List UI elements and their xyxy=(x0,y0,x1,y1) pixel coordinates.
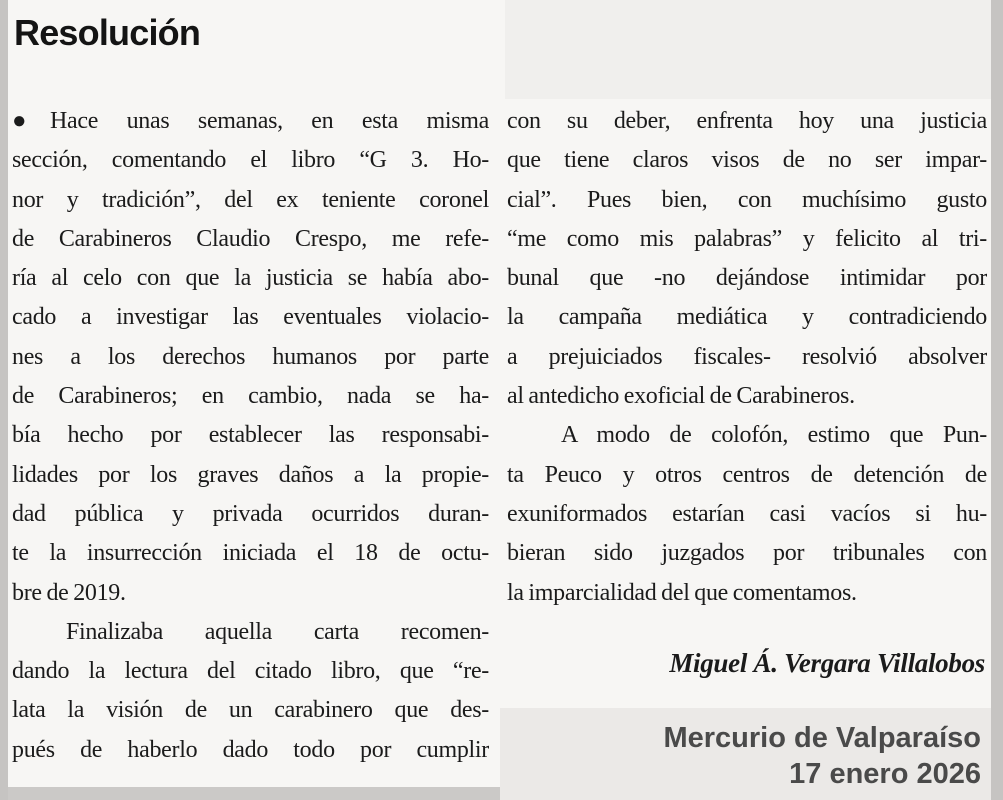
text-line: que tiene claros visos de no ser impar- xyxy=(507,147,987,174)
scan-margin-left xyxy=(0,0,8,800)
author-signature: Miguel Á. Vergara Villalobos xyxy=(669,648,985,678)
text-line: a prejuiciados fiscales- resolvió absolver xyxy=(507,343,987,370)
text-line: dando la lectura del citado libro, que “re- xyxy=(12,658,489,685)
text-line: Finalizaba aquella carta recomen- xyxy=(66,618,489,645)
text-line: bieran sido juzgados por tribunales con xyxy=(507,540,987,567)
text-line: sección, comentando el libro “G 3. Ho- xyxy=(12,147,489,174)
scan-strip-bottom-left xyxy=(8,787,500,800)
text-line: de Carabineros Claudio Crespo, me refe- xyxy=(12,225,489,252)
scan-margin-right xyxy=(991,0,1003,800)
column-right xyxy=(507,102,987,613)
text-line: ta Peuco y otros centros de detención de xyxy=(507,461,987,488)
text-line: la campaña mediática y contradiciendo xyxy=(507,304,987,331)
text-line: de Carabineros; en cambio, nada se ha- xyxy=(12,383,489,410)
publication-date: 17 enero 2026 xyxy=(789,758,981,790)
column-left xyxy=(12,102,489,770)
text-line: nor y tradición”, del ex teniente coronel xyxy=(12,186,489,213)
text-line: la imparcialidad del que comentamos. xyxy=(507,579,857,606)
text-line: te la insurrección iniciada el 18 de octu- xyxy=(12,540,489,567)
text-line: “me como mis palabras” y felicito al tri- xyxy=(507,225,987,252)
text-line: pués de haberlo dado todo por cumplir xyxy=(12,736,489,763)
text-line: cado a investigar las eventuales violacio- xyxy=(12,304,489,331)
text-line: bre de 2019. xyxy=(12,579,126,606)
text-line: nes a los derechos humanos por parte xyxy=(12,343,489,370)
text-line: ●Hace unas semanas, en esta misma xyxy=(12,108,489,134)
text-line: ría al celo con que la justicia se había abo- xyxy=(12,265,489,292)
text-line: lidades por los graves daños a la propie- xyxy=(12,461,489,488)
scan-area-top-right xyxy=(505,0,991,99)
publication-name: Mercurio de Valparaíso xyxy=(663,722,981,754)
text-line: exuniformados estarían casi vacíos si hu- xyxy=(507,500,987,527)
article-title: Resolución xyxy=(14,12,201,53)
text-line: bunal que -no dejándose intimidar por xyxy=(507,265,987,292)
attribution xyxy=(500,708,991,800)
text-line: cial”. Pues bien, con muchísimo gusto xyxy=(507,186,987,213)
text-line: lata la visión de un carabinero que des- xyxy=(12,697,489,724)
text-line: dad pública y privada ocurridos duran- xyxy=(12,500,489,527)
text-line: bía hecho por establecer las responsabi- xyxy=(12,422,489,449)
text-line: A modo de colofón, estimo que Pun- xyxy=(561,422,987,449)
text-line: con su deber, enfrenta hoy una justicia xyxy=(507,108,987,134)
text-line: al antedicho exoficial de Carabineros. xyxy=(507,383,855,410)
